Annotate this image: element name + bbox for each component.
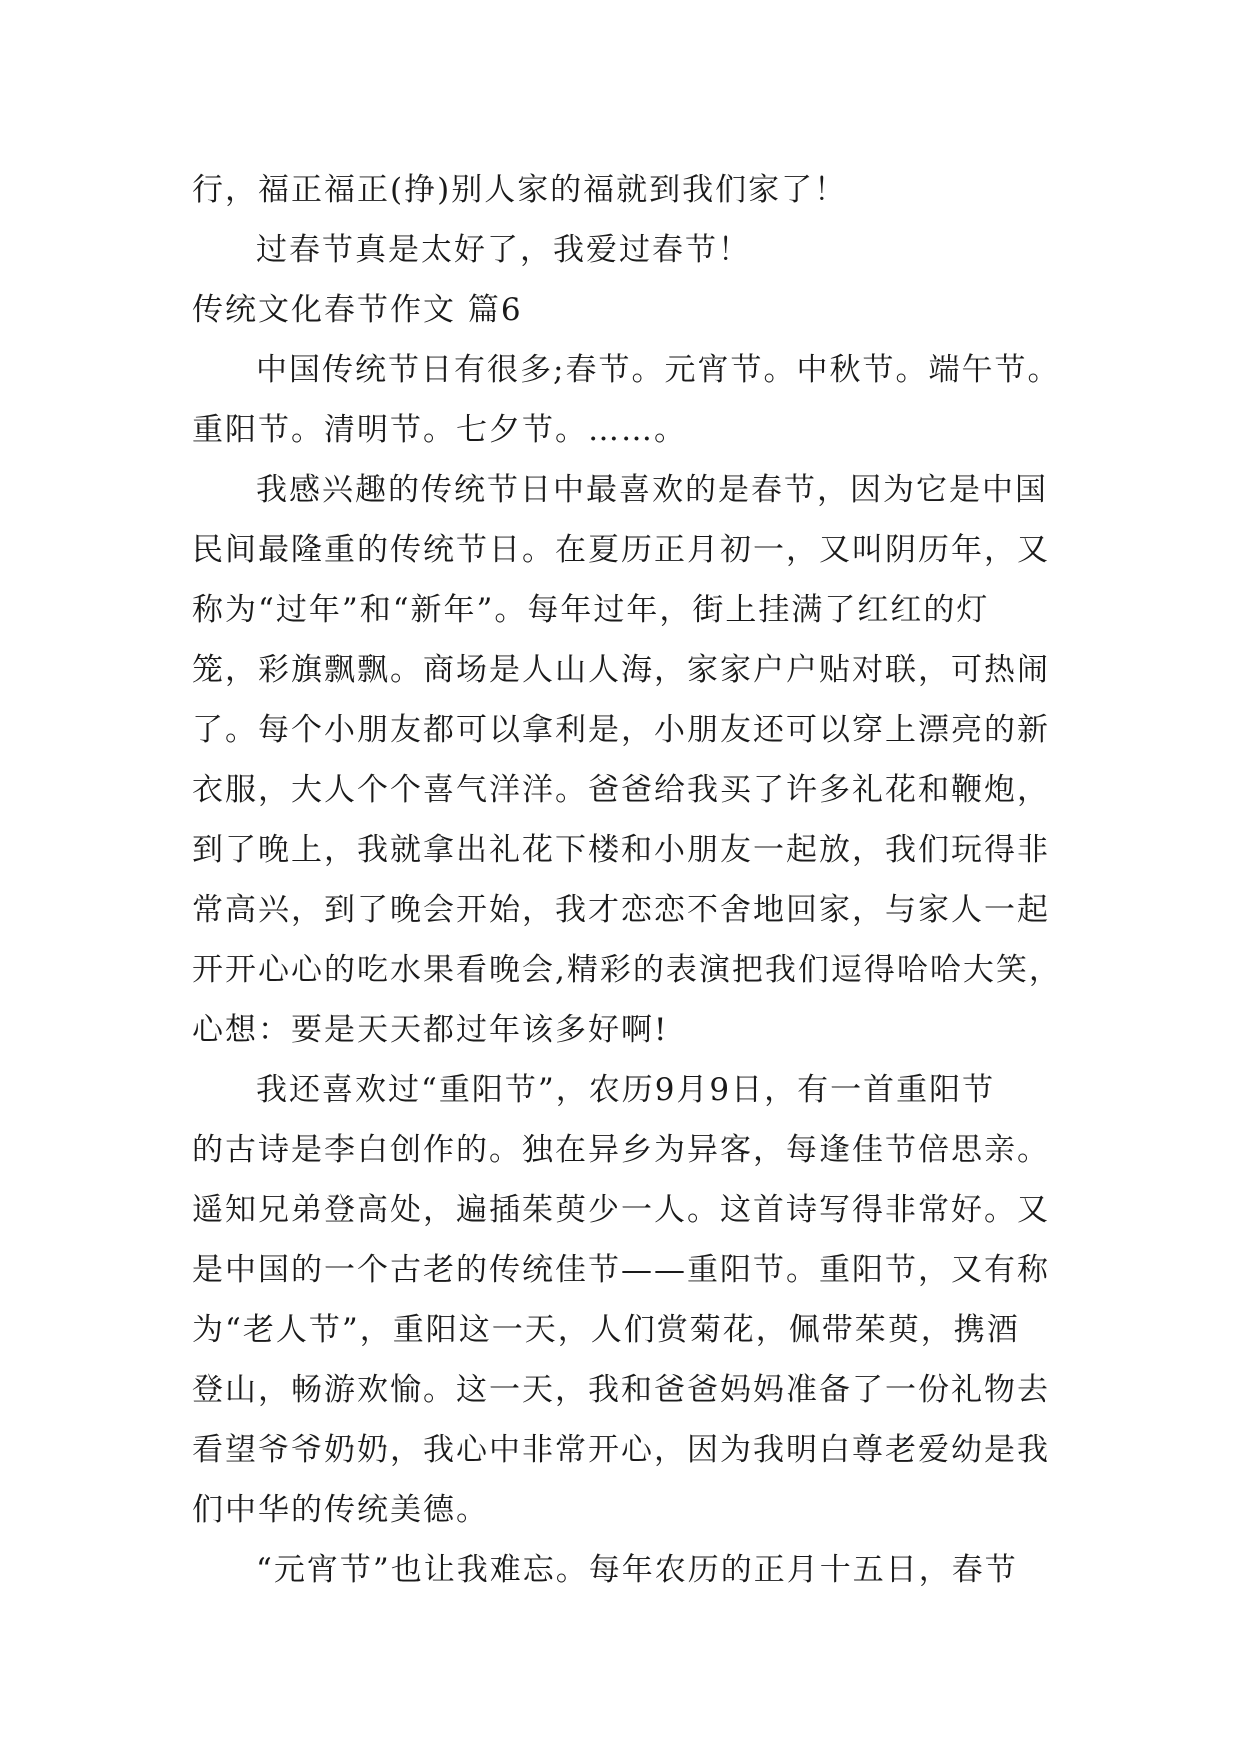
text-line: 衣服，大人个个喜气洋洋。爸爸给我买了许多礼花和鞭炮， — [192, 772, 1050, 808]
text-line: 我还喜欢过“重阳节”，农历9月9日，有一首重阳节 — [256, 1072, 996, 1108]
text-line: 的古诗是李白创作的。独在异乡为异客，每逢佳节倍思亲。 — [192, 1132, 1050, 1168]
text-line: 心想：要是天天都过年该多好啊! — [192, 1012, 669, 1048]
text-line: 行，福正福正(挣)别人家的福就到我们家了！ — [192, 172, 848, 208]
text-line: 常高兴，到了晚会开始，我才恋恋不舍地回家，与家人一起 — [192, 892, 1050, 928]
text-line: 笼，彩旗飘飘。商场是人山人海，家家户户贴对联，可热闹 — [192, 652, 1050, 688]
text-line: 为“老人节”，重阳这一天，人们赏菊花，佩带茱萸，携酒 — [192, 1312, 1020, 1348]
article-body — [192, 160, 1092, 1600]
text-line: 开开心心的吃水果看晚会,精彩的表演把我们逗得哈哈大笑， — [192, 952, 1062, 988]
text-line: 称为“过年”和“新年”。每年过年，街上挂满了红红的灯 — [192, 592, 990, 628]
text-line: 看望爷爷奶奶，我心中非常开心，因为我明白尊老爱幼是我 — [192, 1432, 1050, 1468]
text-line: 重阳节。清明节。七夕节。……。 — [192, 412, 687, 448]
text-line: 们中华的传统美德。 — [192, 1492, 489, 1528]
text-line: 中国传统节日有很多;春节。元宵节。中秋节。端午节。 — [256, 352, 1061, 388]
text-line: 民间最隆重的传统节日。在夏历正月初一，又叫阴历年，又 — [192, 532, 1050, 568]
text-line: 是中国的一个古老的传统佳节——重阳节。重阳节，又有称 — [192, 1252, 1050, 1288]
text-line: “元宵节”也让我难忘。每年农历的正月十五日，春节 — [256, 1552, 1018, 1588]
text-line: 我感兴趣的传统节日中最喜欢的是春节，因为它是中国 — [256, 472, 1048, 508]
text-line: 登山，畅游欢愉。这一天，我和爸爸妈妈准备了一份礼物去 — [192, 1372, 1050, 1408]
text-line: 了。每个小朋友都可以拿利是，小朋友还可以穿上漂亮的新 — [192, 712, 1050, 748]
text-line: 过春节真是太好了，我爱过春节！ — [256, 232, 751, 268]
text-line: 遥知兄弟登高处，遍插茱萸少一人。这首诗写得非常好。又 — [192, 1192, 1050, 1228]
text-line: 到了晚上，我就拿出礼花下楼和小朋友一起放，我们玩得非 — [192, 832, 1050, 868]
section-heading: 传统文化春节作文 篇6 — [192, 292, 523, 328]
